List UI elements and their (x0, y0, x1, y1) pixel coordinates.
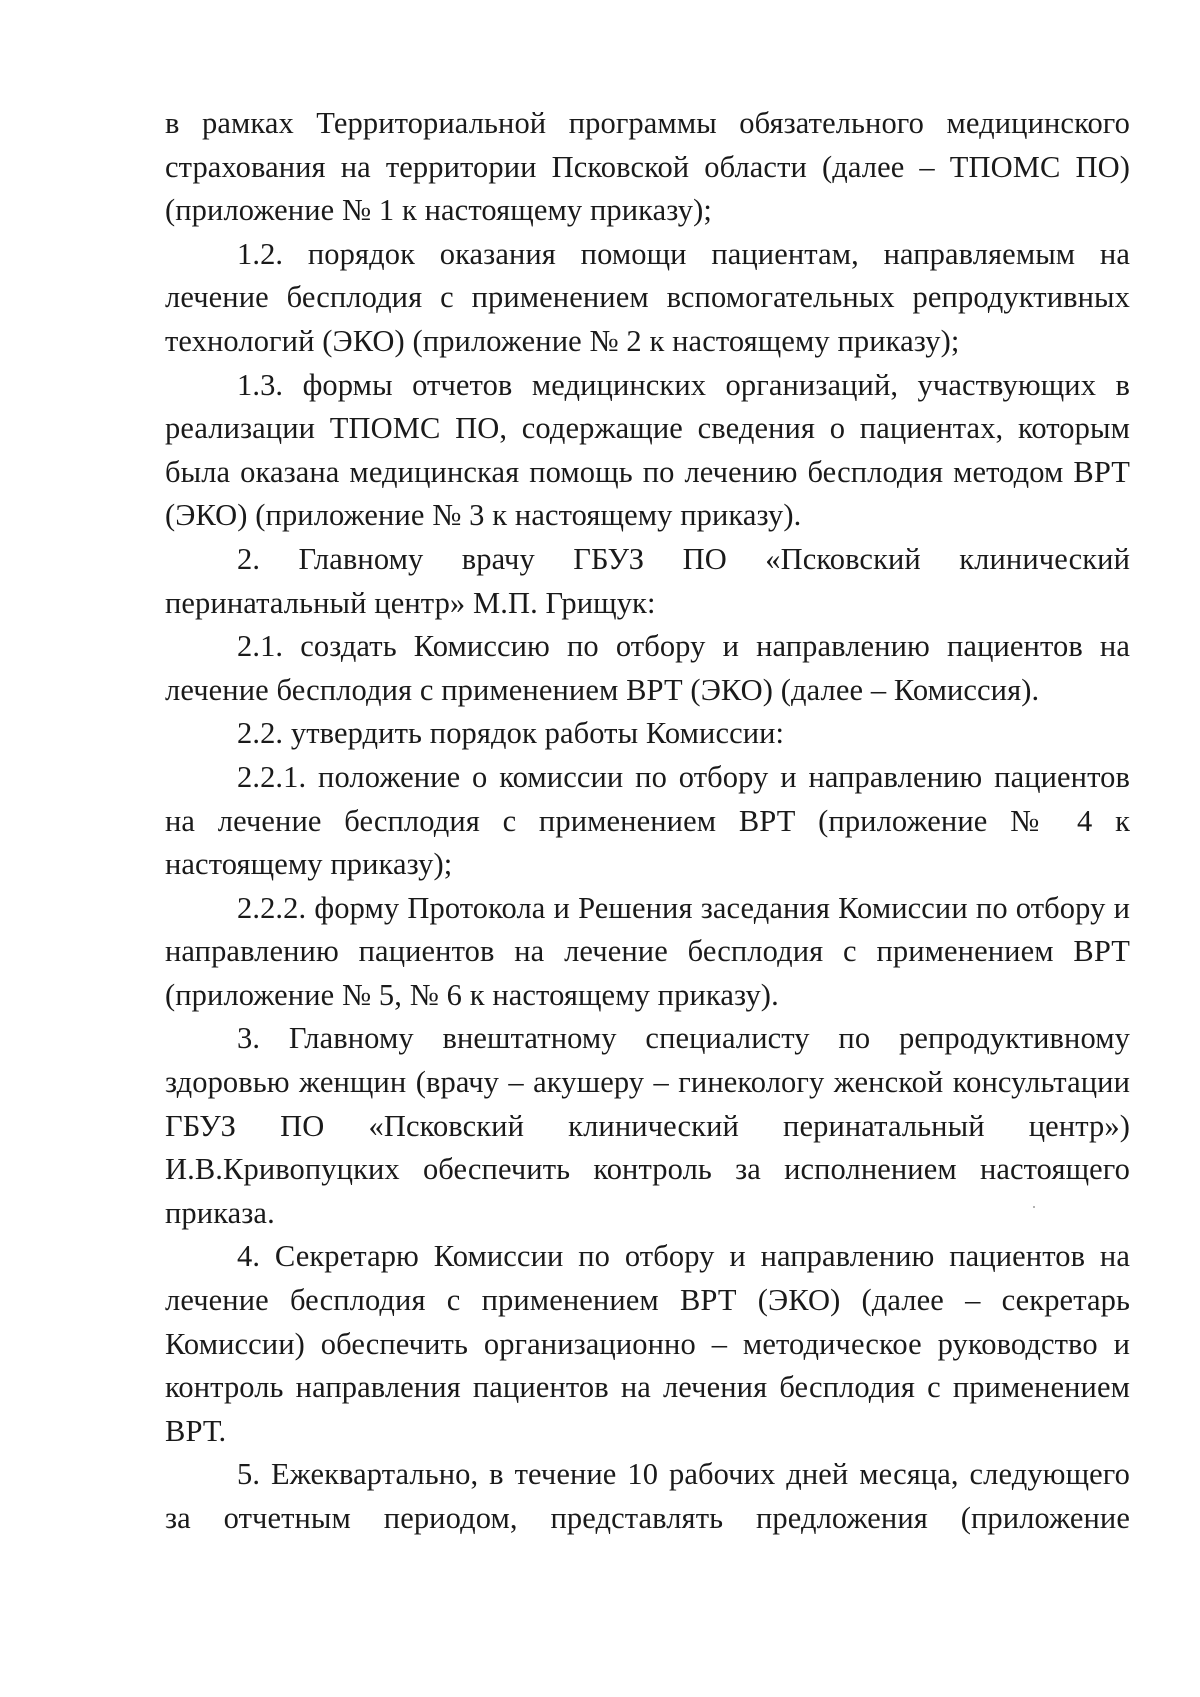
paragraph-2-2-2: 2.2.2. форму Протокола и Решения заседания Комиссии по отбору и направлению пациентов на лечение бесплодия с применением ВРТ (приложение № 5, № 6 к настоящему приказу). (165, 890, 1130, 1012)
paragraph-4: 4. Секретарю Комиссии по отбору и направлению пациентов на лечение бесплодия с применением ВРТ (ЭКО) (далее – секретарь Комиссии) обеспечить организационно – методическое руководство и контроль направления пациентов на лечения бесплодия с применением ВРТ. (165, 1239, 1130, 1448)
document-page (165, 102, 1130, 1541)
paragraph-1-3: 1.3. формы отчетов медицинских организаций, участвующих в реализации ТПОМС ПО, содержащие сведения о пациентах, которым была оказана медицинская помощь по лечению бесплодия методом ВРТ (ЭКО) (приложение № 3 к настоящему приказу). (165, 367, 1130, 533)
paragraph-1-2: 1.2. порядок оказания помощи пациентам, направляемым на лечение бесплодия с применением вспомогательных репродуктивных технологий (ЭКО) (приложение № 2 к настоящему приказу); (165, 236, 1130, 358)
paragraph-program-scope: в рамках Территориальной программы обязательного медицинского страхования на территории Псковской области (далее – ТПОМС ПО) (приложение № 1 к настоящему приказу); (165, 106, 1130, 228)
paragraph-2: 2. Главному врачу ГБУЗ ПО «Псковский клинический перинатальный центр» М.П. Грищук: (165, 541, 1130, 620)
paragraph-2-2-1: 2.2.1. положение о комиссии по отбору и направлению пациентов на лечение бесплодия с применением ВРТ (приложение № 4 к настоящему приказу); (165, 759, 1130, 882)
scan-speck (1033, 1206, 1035, 1208)
paragraph-2-1: 2.1. создать Комиссию по отбору и направлению пациентов на лечение бесплодия с применением ВРТ (ЭКО) (далее – Комиссия). (165, 629, 1130, 707)
paragraph-5: 5. Ежеквартально, в течение 10 рабочих дней месяца, следующего за отчетным периодом, представлять предложения (приложение (165, 1457, 1130, 1535)
paragraph-3: 3. Главному внештатному специалисту по репродуктивному здоровью женщин (врачу – акушеру – гинекологу женской консультации ГБУЗ ПО «Псковский клинический перинатальный центр») И.В.Кривопуцких обеспечить контроль за исполнением настоящего приказа. (165, 1021, 1130, 1230)
paragraph-2-2: 2.2. утвердить порядок работы Комиссии: (237, 716, 785, 751)
